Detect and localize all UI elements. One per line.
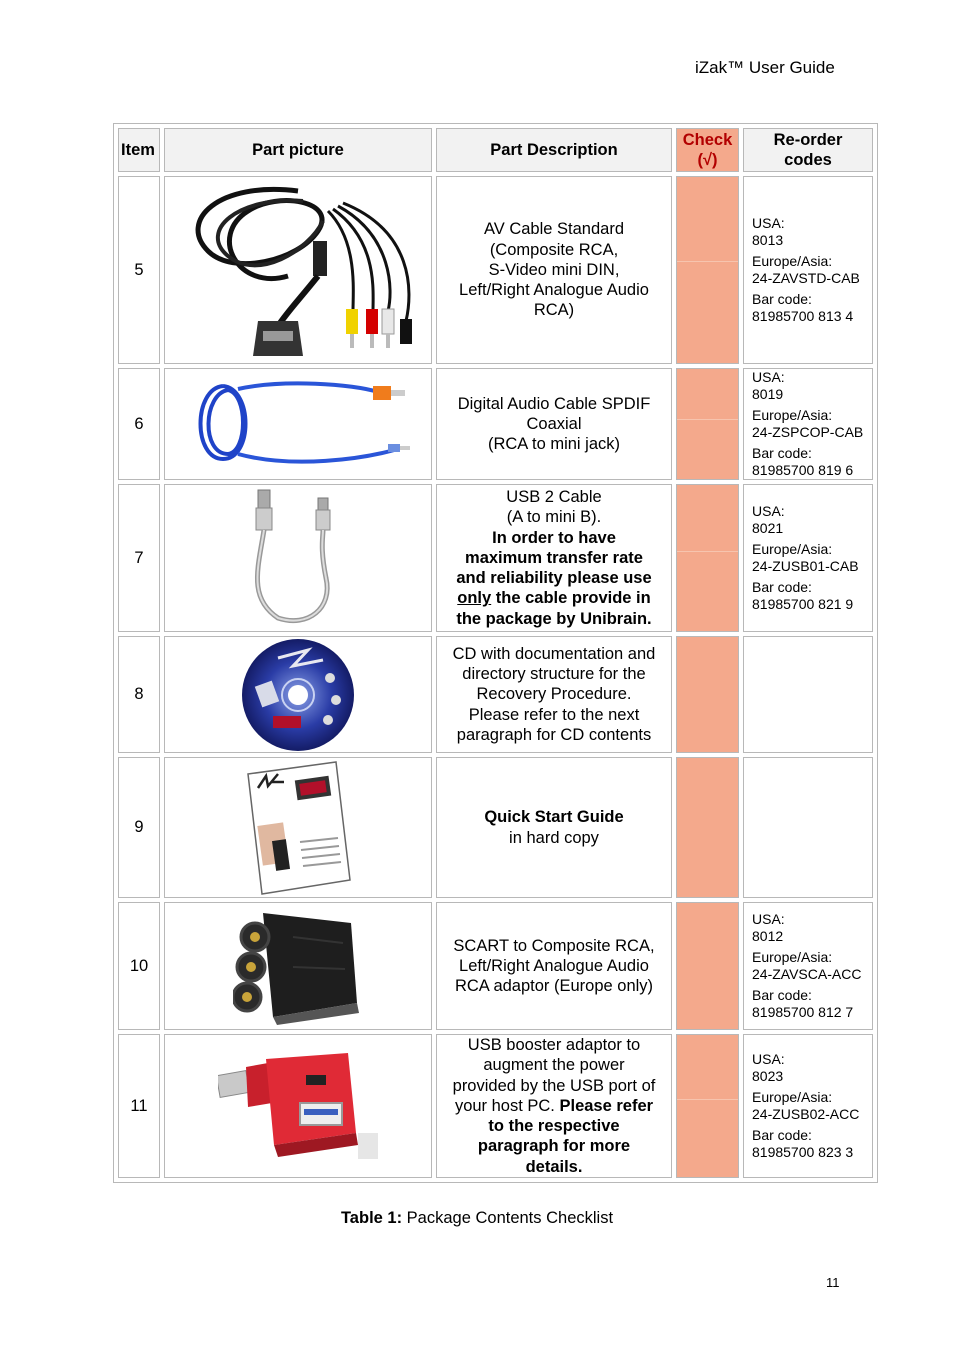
reorder-codes xyxy=(743,484,873,632)
part-description xyxy=(436,1034,672,1178)
check-box-cell[interactable] xyxy=(676,1034,739,1178)
av-cable-image xyxy=(178,181,418,359)
check-box-cell[interactable] xyxy=(676,636,739,753)
europe-asia-code: 24-ZUSB01-CAB xyxy=(752,558,859,574)
reorder-codes xyxy=(743,636,873,753)
desc-line: CD with documentation and xyxy=(452,644,656,663)
item-number: 8 xyxy=(118,636,160,753)
desc-line: Left/Right Analogue Audio xyxy=(459,956,649,975)
usa-label: USA: xyxy=(752,911,785,927)
header-item: Item xyxy=(118,128,160,172)
usa-label: USA: xyxy=(752,369,785,385)
header-reorder-codes xyxy=(743,128,873,172)
page-header-title: iZak™ User Guide xyxy=(695,58,835,77)
europe-asia-label: Europe/Asia: xyxy=(752,253,833,269)
desc-line: USB 2 Cable xyxy=(506,487,602,506)
desc-bold-text: the cable provide in xyxy=(491,589,651,608)
usa-code: 8019 xyxy=(752,386,784,402)
desc-line: RCA) xyxy=(533,301,575,320)
usa-code: 8023 xyxy=(752,1068,784,1085)
bar-code: 81985700 823 3 xyxy=(752,1144,854,1161)
bar-code: 81985700 813 4 xyxy=(752,308,854,324)
usb-cable-image xyxy=(238,488,358,628)
desc-line-bold: the package by Unibrain. xyxy=(456,609,652,628)
desc-line: provided by the USB port of xyxy=(452,1076,656,1095)
package-contents-table xyxy=(113,123,878,1183)
table-row xyxy=(118,484,873,632)
item-number: 9 xyxy=(118,757,160,898)
part-description xyxy=(436,636,672,753)
reorder-codes xyxy=(743,1034,873,1178)
desc-line: augment the power xyxy=(483,1056,625,1075)
part-picture-cell xyxy=(164,902,432,1030)
europe-asia-label: Europe/Asia: xyxy=(752,949,833,965)
part-description xyxy=(436,902,672,1030)
usa-code: 8012 xyxy=(752,928,784,944)
part-description xyxy=(436,484,672,632)
caption-text: Package Contents Checklist xyxy=(402,1209,614,1227)
desc-line-bold: and reliability please use xyxy=(456,569,652,588)
usa-code: 8021 xyxy=(752,520,784,536)
table-row xyxy=(118,757,873,898)
usb-booster-image xyxy=(218,1053,378,1159)
desc-line: Left/Right Analogue Audio xyxy=(459,281,649,300)
item-number: 10 xyxy=(118,902,160,1030)
check-box-cell[interactable] xyxy=(676,484,739,632)
table-header-row xyxy=(118,128,873,172)
usa-label: USA: xyxy=(752,503,785,519)
desc-line: S-Video mini DIN, xyxy=(488,260,620,279)
reorder-codes xyxy=(743,902,873,1030)
header-part-picture: Part picture xyxy=(164,128,432,172)
reorder-codes xyxy=(743,757,873,898)
desc-line: Recovery Procedure. xyxy=(476,685,632,704)
part-picture-cell xyxy=(164,757,432,898)
part-picture-cell xyxy=(164,1034,432,1178)
header-check xyxy=(676,128,739,172)
desc-line: (A to mini B). xyxy=(506,508,602,527)
desc-line: USB booster adaptor to xyxy=(467,1036,641,1054)
table-row xyxy=(118,902,873,1030)
desc-line: (RCA to mini jack) xyxy=(487,435,621,454)
europe-asia-code: 24-ZAVSTD-CAB xyxy=(752,270,860,286)
bar-code-label: Bar code: xyxy=(752,1127,812,1144)
desc-line-bold xyxy=(440,588,668,608)
desc-line: (Composite RCA, xyxy=(489,240,619,259)
desc-line: SCART to Composite RCA, xyxy=(453,936,655,955)
page-number: 11 xyxy=(826,1275,840,1290)
desc-line: paragraph for CD contents xyxy=(456,725,652,744)
part-picture-cell xyxy=(164,636,432,753)
desc-line-bold: to the respective xyxy=(488,1117,620,1136)
caption-label: Table 1: xyxy=(340,1209,403,1227)
header-reorder-line2: codes xyxy=(784,151,832,169)
desc-line: Coaxial xyxy=(526,414,582,433)
desc-line: Digital Audio Cable SPDIF xyxy=(457,394,651,413)
item-number: 11 xyxy=(118,1034,160,1178)
desc-line-bold: maximum transfer rate xyxy=(465,548,643,567)
item-number: 7 xyxy=(118,484,160,632)
part-description xyxy=(436,176,672,364)
part-description xyxy=(436,757,672,898)
check-box-cell[interactable] xyxy=(676,902,739,1030)
spdif-cable-image xyxy=(183,374,413,474)
desc-text: your host PC. xyxy=(454,1096,555,1115)
desc-line: RCA adaptor (Europe only) xyxy=(454,977,654,996)
table-row xyxy=(118,176,873,364)
scart-adaptor-image xyxy=(233,907,363,1025)
usa-label: USA: xyxy=(752,215,785,231)
desc-line-bold: In order to have xyxy=(492,528,616,547)
desc-line-bold: Quick Start Guide xyxy=(484,808,624,827)
desc-line xyxy=(440,1096,668,1116)
bar-code: 81985700 819 6 xyxy=(752,462,854,478)
europe-asia-label: Europe/Asia: xyxy=(752,541,833,557)
europe-asia-code: 24-ZUSB02-ACC xyxy=(752,1106,860,1123)
desc-underlined-word: only xyxy=(457,589,492,608)
item-number: 5 xyxy=(118,176,160,364)
usa-label: USA: xyxy=(752,1051,785,1068)
europe-asia-label: Europe/Asia: xyxy=(752,407,833,423)
header-check-line2: (√) xyxy=(697,151,718,169)
desc-line: AV Cable Standard xyxy=(483,220,625,239)
item-number: 6 xyxy=(118,368,160,480)
desc-line-bold: paragraph for more xyxy=(477,1137,631,1156)
europe-asia-label: Europe/Asia: xyxy=(752,1089,833,1106)
header-check-line1: Check xyxy=(682,131,733,149)
desc-line-bold: details. xyxy=(525,1157,583,1176)
part-picture-cell xyxy=(164,176,432,364)
bar-code: 81985700 821 9 xyxy=(752,596,854,612)
bar-code-label: Bar code: xyxy=(752,579,812,595)
usa-code: 8013 xyxy=(752,232,784,248)
cd-image xyxy=(238,638,358,752)
bar-code: 81985700 812 7 xyxy=(752,1004,854,1020)
table-row xyxy=(118,636,873,753)
check-box-cell[interactable] xyxy=(676,757,739,898)
table-row xyxy=(118,368,873,480)
quick-start-guide-image xyxy=(238,760,358,896)
bar-code-label: Bar code: xyxy=(752,987,812,1003)
header-reorder-line1: Re-order xyxy=(773,131,843,149)
bar-code-label: Bar code: xyxy=(752,291,812,307)
europe-asia-code: 24-ZAVSCA-ACC xyxy=(752,966,862,982)
table-row xyxy=(118,1034,873,1178)
reorder-codes xyxy=(743,176,873,364)
part-picture-cell xyxy=(164,368,432,480)
part-picture-cell xyxy=(164,484,432,632)
desc-line: Please refer to the next xyxy=(468,705,640,724)
europe-asia-code: 24-ZSPCOP-CAB xyxy=(752,424,864,440)
table-caption xyxy=(0,1209,954,1228)
desc-line: in hard copy xyxy=(509,828,599,847)
bar-code-label: Bar code: xyxy=(752,445,812,461)
desc-bold-text: Please refer xyxy=(554,1096,654,1115)
part-description xyxy=(436,368,672,480)
desc-line: directory structure for the xyxy=(462,665,646,684)
check-box-cell[interactable] xyxy=(676,368,739,480)
reorder-codes xyxy=(743,368,873,480)
header-part-description: Part Description xyxy=(436,128,672,172)
check-box-cell[interactable] xyxy=(676,176,739,364)
